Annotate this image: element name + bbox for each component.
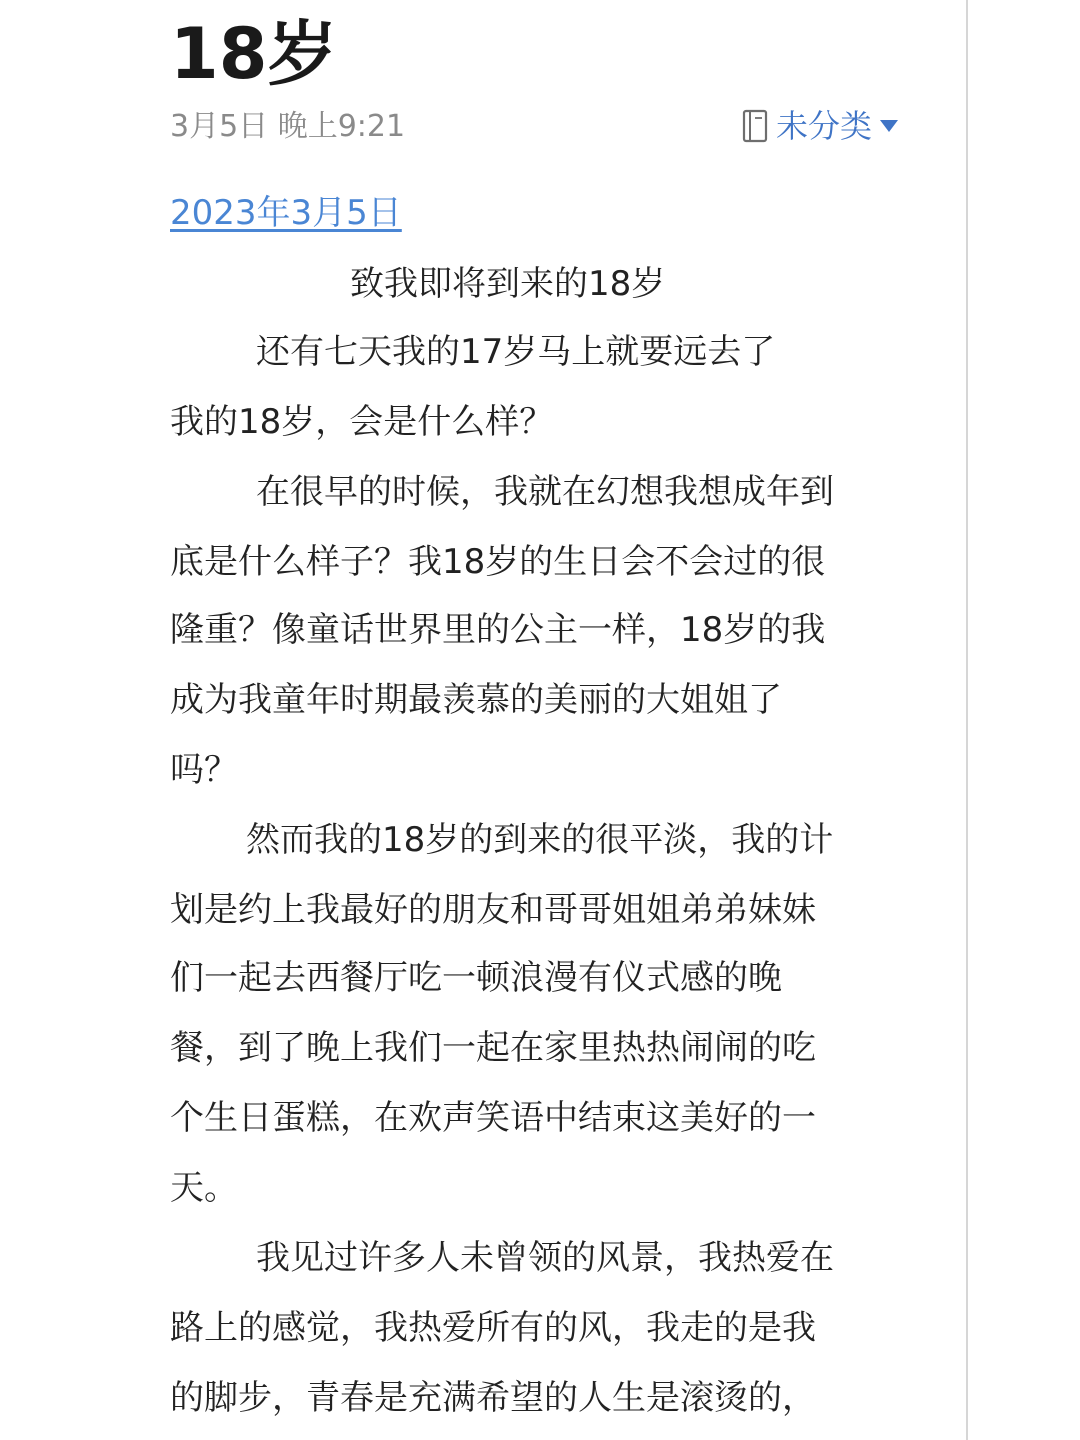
body-line: 底是什么样子？我18岁的生日会不会过的很 [170, 542, 826, 582]
body-line: 的脚步，青春是充满希望的人生是滚烫的， [170, 1378, 816, 1418]
category-selector[interactable] [742, 106, 898, 146]
body-line: 路上的感觉，我热爱所有的风，我走的是我 [170, 1308, 816, 1348]
body-line: 隆重？像童话世界里的公主一样，18岁的我 [170, 610, 826, 650]
page-edge-divider [966, 0, 968, 1440]
body-line: 们一起去西餐厅吃一顿浪漫有仪式感的晚 [170, 958, 782, 998]
body-line: 我见过许多人未曾领的风景，我热爱在 [256, 1238, 834, 1278]
body-line: 吗？ [170, 750, 238, 790]
body-line: 我的18岁，会是什么样？ [170, 402, 554, 442]
body-line: 天。 [170, 1168, 238, 1208]
body-line: 个生日蛋糕，在欢声笑语中结束这美好的一 [170, 1098, 816, 1138]
body-line: 餐，到了晚上我们一起在家里热热闹闹的吃 [170, 1028, 816, 1068]
body-line: 然而我的18岁的到来的很平淡，我的计 [246, 820, 834, 860]
category-label: 未分类 [776, 107, 873, 145]
notebook-icon [742, 109, 768, 143]
note-timestamp: 3月5日 晚上9:21 [170, 109, 406, 144]
chevron-down-icon [880, 120, 898, 132]
body-line: 在很早的时候，我就在幻想我想成年到 [256, 472, 834, 512]
body-line: 成为我童年时期最羡慕的美丽的大姐姐了 [170, 680, 782, 720]
body-line: 划是约上我最好的朋友和哥哥姐姐弟弟妹妹 [170, 890, 816, 930]
letter-heading: 致我即将到来的18岁 [350, 264, 666, 304]
date-link[interactable]: 2023年3月5日 [170, 193, 402, 233]
note-title[interactable]: 18岁 [170, 13, 338, 95]
body-line: 还有七天我的17岁马上就要远去了 [256, 332, 776, 372]
